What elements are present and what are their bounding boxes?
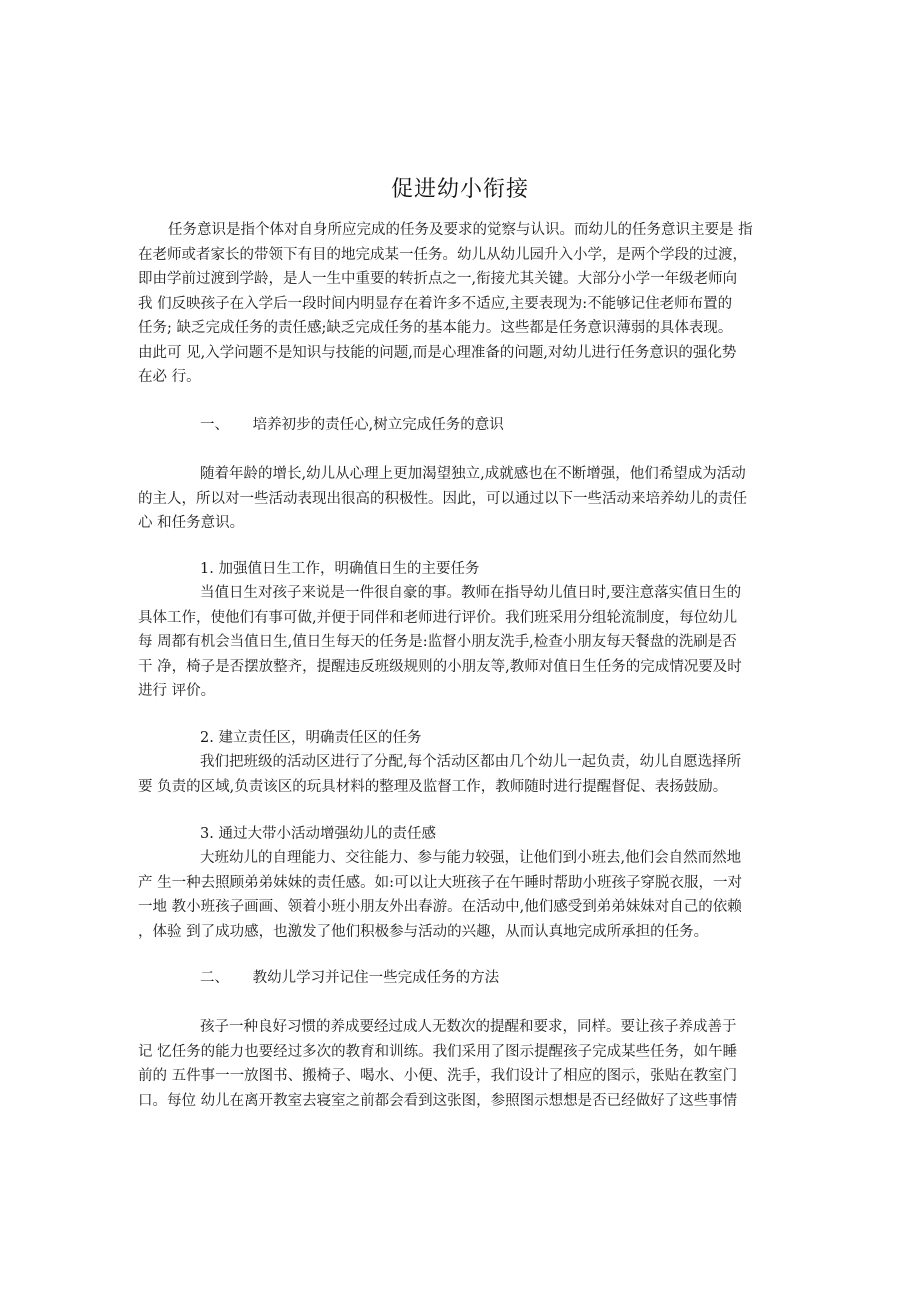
intro-paragraph	[138, 218, 786, 390]
document-title: 促进幼小衔接	[390, 177, 529, 202]
text-line: 即由学前过渡到学龄，是人一生中重要的转折点之一,衔接尤其关键。大部分小学一年级老师向	[138, 271, 738, 287]
text-line: 我们把班级的活动区进行了分配,每个活动区都由几个幼儿一起负责，幼儿自愿选择所	[200, 754, 742, 770]
text-line: 进行 评价。	[138, 683, 216, 699]
text-line: 由此可 见,入学问题不是知识与技能的问题,而是心理准备的问题,对幼儿进行任务意识的强化势	[138, 344, 737, 361]
text-line: 当值日生对孩子来说是一件很自豪的事。教师在指导幼儿值日时,要注意落实值日生的	[200, 585, 742, 601]
text-line: 一地 教小班孩子画画、领着小班小朋友外出春游。在活动中,他们感受到弟弟妹妹对自己的依赖	[138, 899, 742, 915]
section-2-heading	[200, 966, 499, 991]
section-2-paragraph	[138, 1015, 786, 1113]
text-line: 的主人，所以对一些活动表现出很高的积极性。因此，可以通过以下一些活动来培养幼儿的责任	[138, 490, 747, 507]
text-line: 记 忆任务的能力也要经过多次的教育和训练。我们采用了图示提醒孩子完成某些任务，如午睡	[138, 1043, 738, 1060]
text-line: 产 生一种去照顾弟弟妹妹的责任感。如:可以让大班孩子在午睡时帮助小班孩子穿脱衣服，一对	[138, 874, 742, 891]
item-2-heading: 2. 建立责任区，明确责任区的任务	[200, 730, 422, 746]
section-1-paragraph	[138, 462, 786, 536]
text-line: 干 净，椅子是否摆放整齐，提醒违反班级规则的小朋友等,教师对值日生任务的完成情况要及时	[138, 658, 742, 675]
item-1-heading: 1. 加强值日生工作，明确值日生的主要任务	[200, 561, 480, 577]
text-line: 在必 行。	[138, 369, 201, 385]
text-line: 具体工作，使他们有事可做,并便于同伴和老师进行评价。我们班采用分组轮流制度，每位幼儿	[138, 609, 738, 626]
text-line: 前的 五件事一一放图书、搬椅子、喝水、小便、洗手，我们设计了相应的图示，张贴在教室门	[138, 1068, 738, 1084]
text-line: 随着年龄的增长,幼儿从心理上更加渴望独立,成就感也在不断增强，他们希望成为活动	[200, 466, 746, 482]
section-1-heading	[200, 413, 504, 438]
text-line: 每 周都有机会当值日生,值日生每天的任务是:监督小朋友洗手,检查小朋友每天餐盘的洗刷是否	[138, 634, 737, 650]
item-3-heading: 3. 通过大带小活动增强幼儿的责任感	[200, 826, 436, 842]
text-line: 在老师或者家长的带领下有目的地完成某一任务。幼儿从幼儿园升入小学，是两个学段的过渡，	[138, 246, 747, 263]
text-line: 要 负责的区域,负责该区的玩具材料的整理及监督工作，教师随时进行提醒督促、表扬鼓励。	[138, 778, 728, 795]
section-number: 一、	[200, 417, 229, 433]
text-line: 口。每位 幼儿在离开教室去寝室之前都会看到这张图，参照图示想想是否已经做好了这些事情	[138, 1092, 738, 1109]
text-line: 我 们反映孩子在入学后一段时间内明显存在着许多不适应,主要表现为:不能够记住老师布置的	[138, 295, 733, 312]
item-3-paragraph	[138, 846, 786, 944]
section-number: 二、	[200, 970, 229, 986]
text-line: 心 和任务意识。	[138, 515, 245, 531]
text-line: 任务; 缺乏完成任务的责任感;缺乏完成任务的基本能力。这些都是任务意识薄弱的具体表现。	[138, 320, 733, 336]
text-line: 任务意识是指个体对自身所应完成的任务及要求的觉察与认识。而幼儿的任务意识主要是 指	[168, 222, 753, 238]
text-line: ，体验 到了成功感，也激发了他们积极参与活动的兴趣，从而认真地完成所承担的任务。	[138, 923, 709, 940]
item-1-paragraph	[138, 581, 786, 704]
text-line: 孩子一种良好习惯的养成要经过成人无数次的提醒和要求，同样。要让孩子养成善于	[200, 1019, 737, 1035]
section-title: 教幼儿学习并记住一些完成任务的方法	[252, 970, 500, 986]
item-2-paragraph	[138, 750, 786, 799]
section-title: 培养初步的责任心,树立完成任务的意识	[252, 417, 504, 433]
text-line: 大班幼儿的自理能力、交往能力、参与能力较强，让他们到小班去,他们会自然而然地	[200, 850, 742, 866]
